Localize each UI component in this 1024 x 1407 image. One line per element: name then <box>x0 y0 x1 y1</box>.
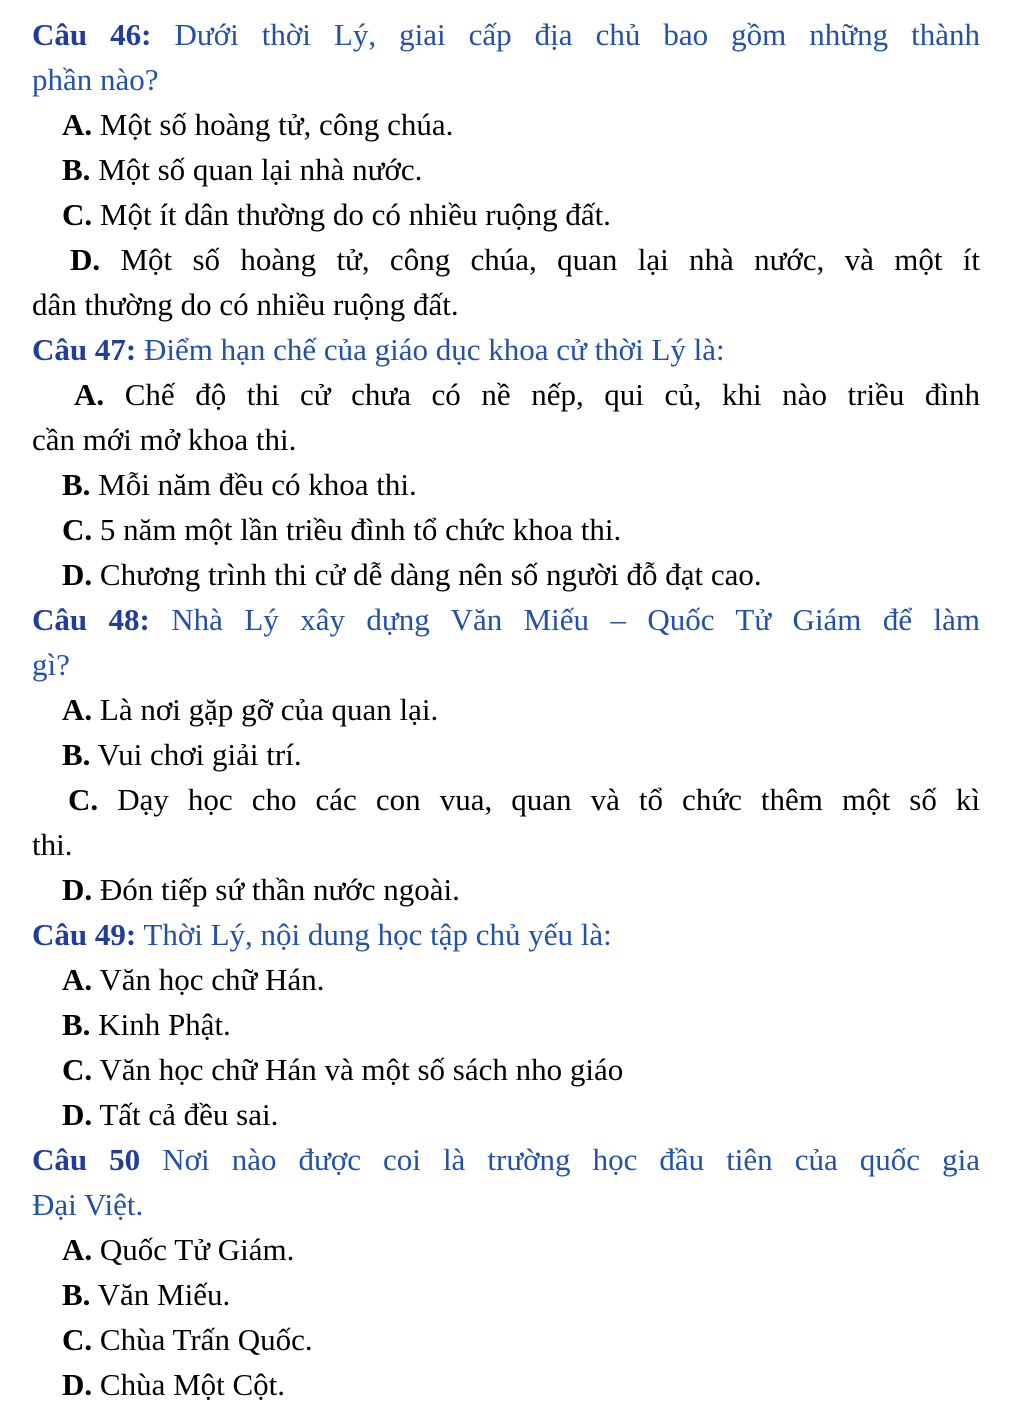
option-letter: B. <box>62 737 91 772</box>
option-text: 5 năm một lần triều đình tổ chức khoa thi. <box>99 512 622 547</box>
option-text: Văn học chữ Hán và một số sách nho giáo <box>99 1052 624 1087</box>
option-b <box>32 732 980 777</box>
question-text: Điểm hạn chế của giáo dục khoa cử thời Lý là: <box>143 332 725 367</box>
question-text: Nơi nào được coi là trường học đầu tiên của quốc gia <box>162 1142 980 1177</box>
option-b <box>32 1272 980 1317</box>
option-letter: D. <box>62 872 93 907</box>
option-text: Vui chơi giải trí. <box>97 737 302 772</box>
question-46-stem <box>32 12 980 57</box>
option-letter: C. <box>62 197 93 232</box>
option-a <box>32 687 980 732</box>
option-a <box>32 372 980 417</box>
option-text-continued: dân thường do có nhiều ruộng đất. <box>32 287 459 322</box>
question-text-continued: Đại Việt. <box>32 1187 144 1222</box>
question-number: Câu 49: <box>32 917 137 952</box>
question-46 <box>32 12 980 327</box>
question-text-continued: phần nào? <box>32 62 159 97</box>
option-text: Tất cả đều sai. <box>99 1097 279 1132</box>
option-text: Mỗi năm đều có khoa thi. <box>98 467 417 502</box>
option-text: Dạy học cho các con vua, quan và tổ chức thêm một số kì <box>117 782 980 817</box>
option-text: Một số hoàng tử, công chúa. <box>99 107 454 142</box>
option-letter: D. <box>70 242 101 277</box>
option-b <box>32 1002 980 1047</box>
option-a <box>32 957 980 1002</box>
option-letter: A. <box>62 962 93 997</box>
option-c <box>32 1317 980 1362</box>
option-letter: D. <box>62 1097 93 1132</box>
quiz-document <box>32 12 980 1407</box>
option-text: Kinh Phật. <box>98 1007 231 1042</box>
option-letter: A. <box>62 692 93 727</box>
option-text: Chùa Trấn Quốc. <box>99 1322 313 1357</box>
option-a <box>32 102 980 147</box>
option-letter: C. <box>62 1322 93 1357</box>
question-48-stem <box>32 597 980 642</box>
option-text: Một số quan lại nhà nước. <box>98 152 423 187</box>
option-c <box>32 1047 980 1092</box>
option-d <box>32 867 980 912</box>
option-d <box>32 552 980 597</box>
option-b <box>32 462 980 507</box>
question-text: Nhà Lý xây dựng Văn Miếu – Quốc Tử Giám để làm <box>171 602 981 637</box>
option-text: Chương trình thi cử dễ dàng nên số người đỗ đạt cao. <box>99 557 762 592</box>
option-letter: C. <box>62 1052 93 1087</box>
option-letter: B. <box>62 152 91 187</box>
question-number: Câu 47: <box>32 332 137 367</box>
question-50-stem <box>32 1137 980 1182</box>
question-50 <box>32 1137 980 1407</box>
option-letter: A. <box>74 377 105 412</box>
option-letter: B. <box>62 1007 91 1042</box>
question-text: Dưới thời Lý, giai cấp địa chủ bao gồm những thành <box>174 17 980 52</box>
option-letter: D. <box>62 1367 93 1402</box>
option-text: Là nơi gặp gỡ của quan lại. <box>99 692 439 727</box>
option-c <box>32 192 980 237</box>
option-text: Văn Miếu. <box>97 1277 231 1312</box>
question-text-continued: gì? <box>32 647 70 682</box>
option-c <box>32 507 980 552</box>
option-letter: B. <box>62 467 91 502</box>
option-text: Quốc Tử Giám. <box>99 1232 295 1267</box>
option-letter: A. <box>62 1232 93 1267</box>
option-a <box>32 1227 980 1272</box>
question-47 <box>32 327 980 597</box>
question-47-stem <box>32 327 980 372</box>
option-letter: C. <box>62 512 93 547</box>
option-text: Một số hoàng tử, công chúa, quan lại nhà nước, và một ít <box>120 242 980 277</box>
option-d <box>32 1092 980 1137</box>
option-d <box>32 1362 980 1407</box>
option-text: Chế độ thi cử chưa có nề nếp, qui củ, khi nào triều đình <box>124 377 980 412</box>
question-text: Thời Lý, nội dung học tập chủ yếu là: <box>143 917 612 952</box>
option-d <box>32 237 980 282</box>
question-number: Câu 46: <box>32 17 152 52</box>
option-text-continued: cần mới mở khoa thi. <box>32 422 297 457</box>
option-c <box>32 777 980 822</box>
option-b <box>32 147 980 192</box>
question-number: Câu 50 <box>32 1142 141 1177</box>
option-letter: A. <box>62 107 93 142</box>
option-text: Một ít dân thường do có nhiều ruộng đất. <box>99 197 611 232</box>
question-49-stem <box>32 912 980 957</box>
option-text: Văn học chữ Hán. <box>99 962 325 997</box>
question-49 <box>32 912 980 1137</box>
option-letter: B. <box>62 1277 91 1312</box>
option-text: Chùa Một Cột. <box>99 1367 286 1402</box>
option-letter: C. <box>68 782 99 817</box>
option-text-continued: thi. <box>32 827 73 862</box>
question-48 <box>32 597 980 912</box>
question-number: Câu 48: <box>32 602 150 637</box>
option-text: Đón tiếp sứ thần nước ngoài. <box>99 872 460 907</box>
option-letter: D. <box>62 557 93 592</box>
